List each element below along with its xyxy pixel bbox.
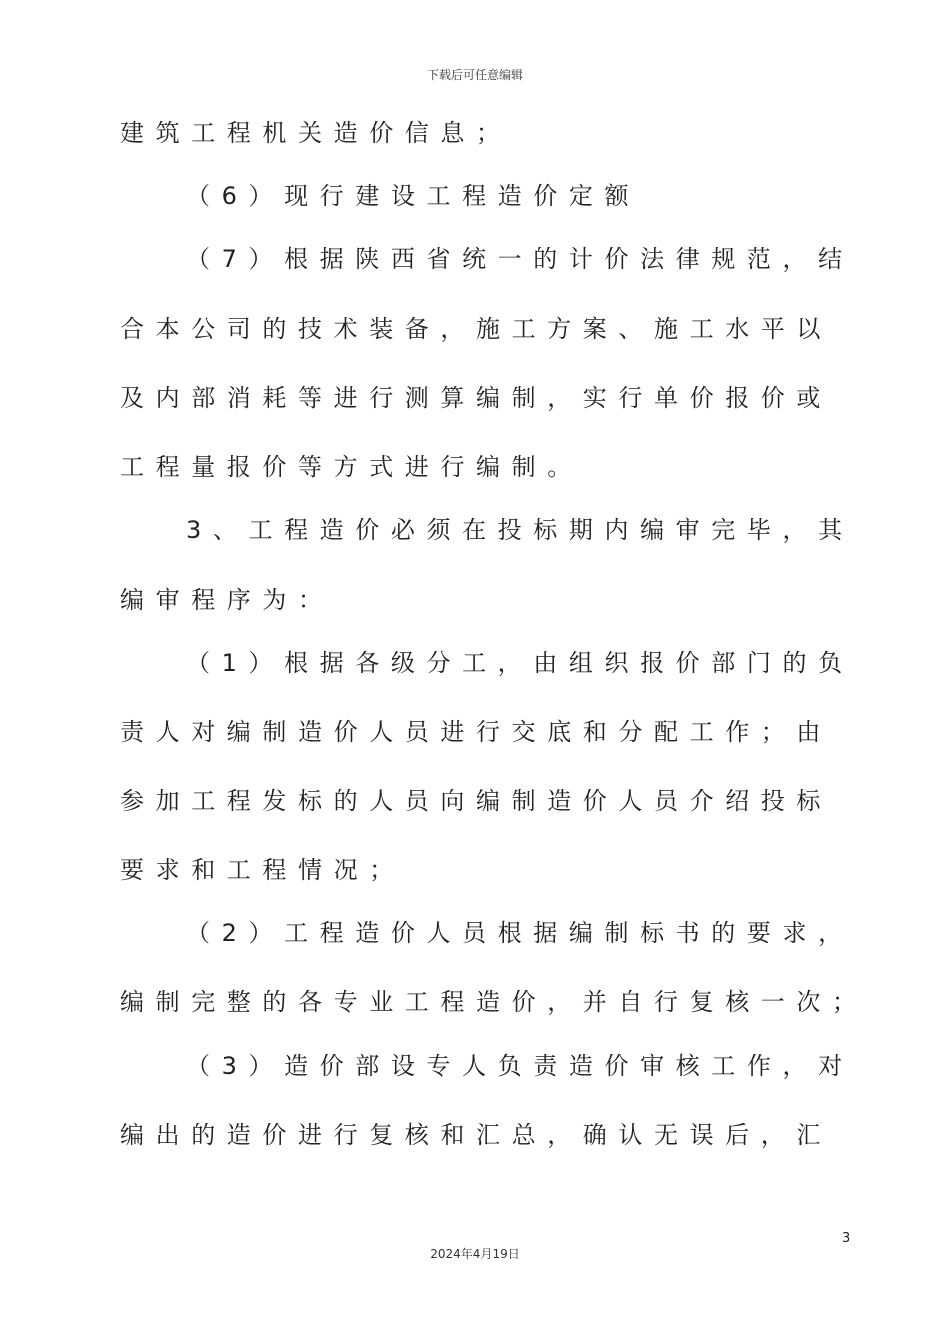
body-line: 要求和工程情况； [120,856,405,884]
body-line: 编制完整的各专业工程造价，并自行复核一次； [120,988,868,1016]
body-line: （6）现行建设工程造价定额 [186,182,641,210]
body-line: （3）造价部设专人负责造价审核工作，对 [186,1052,854,1080]
body-line: （2）工程造价人员根据编制标书的要求， [186,919,854,947]
body-line: 3、工程造价必须在投标期内编审完毕，其 [186,516,854,544]
body-line: 编出的造价进行复核和汇总，确认无误后，汇 [120,1121,832,1149]
body-line: 及内部消耗等进行测算编制，实行单价报价或 [120,384,832,412]
body-line: 参加工程发标的人员向编制造价人员介绍投标 [120,787,832,815]
page-number: 3 [842,1231,851,1246]
body-line: 工程量报价等方式进行编制。 [120,453,583,481]
body-line: 合本公司的技术装备，施工方案、施工水平以 [120,315,832,343]
page-header: 下载后可任意编辑 [426,68,523,82]
body-line: 责人对编制造价人员进行交底和分配工作；由 [120,718,832,746]
body-line: （7）根据陕西省统一的计价法律规范，结 [186,245,854,273]
body-line: 编审程序为： [120,586,334,614]
footer-date: 2024年4月19日 [430,1247,520,1261]
body-line: 建筑工程机关造价信息； [120,119,512,147]
body-line: （1）根据各级分工，由组织报价部门的负 [186,649,854,677]
